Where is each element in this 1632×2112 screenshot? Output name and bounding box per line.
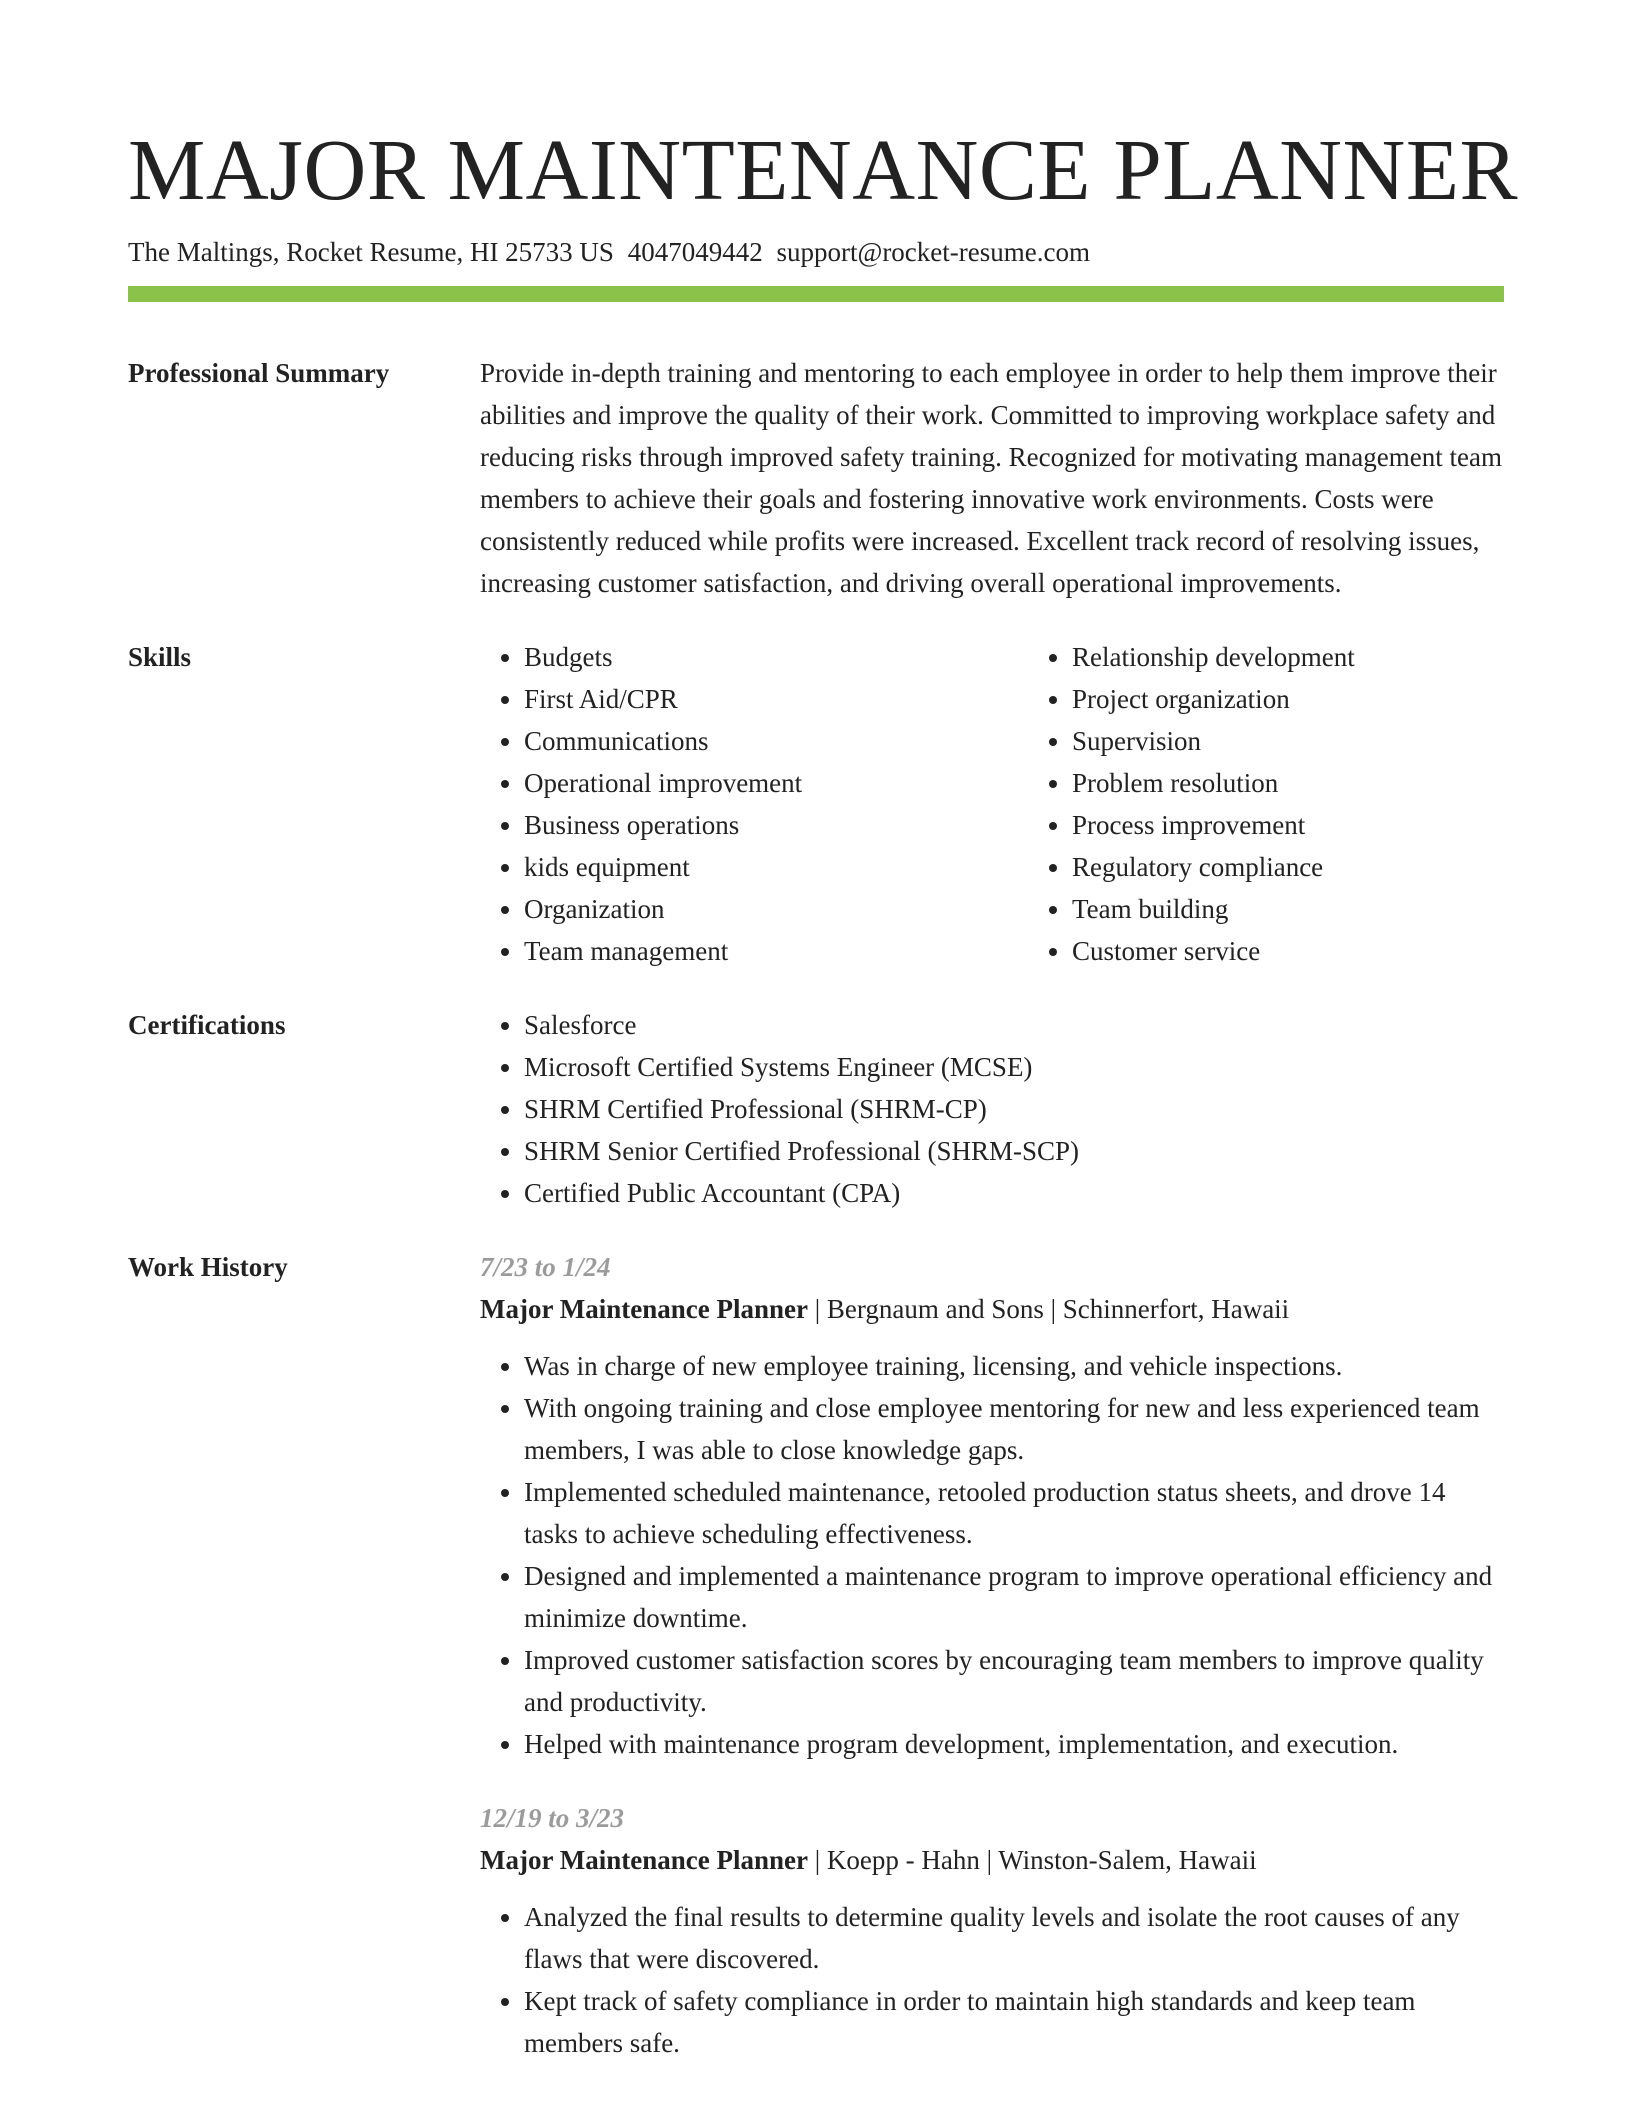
contact-email: support@rocket-resume.com — [776, 237, 1090, 267]
job-company-location: | Bergnaum and Sons | Schinnerfort, Hawaii — [807, 1294, 1290, 1324]
skill-item: • Regulatory compliance — [1072, 846, 1504, 888]
skills-list-right — [1028, 636, 1504, 972]
contact-line — [128, 234, 1504, 270]
skill-item: • Project organization — [1072, 678, 1504, 720]
section-title: Certifications — [128, 1010, 286, 1040]
section-professional-summary — [128, 352, 1504, 604]
job-bullet: • With ongoing training and close employee mentoring for new and less experienced team members, I was able to close knowledge gaps. — [524, 1387, 1504, 1471]
job-dates: 12/19 to 3/23 — [480, 1803, 625, 1833]
section-certifications — [128, 1004, 1504, 1214]
skill-item: • Supervision — [1072, 720, 1504, 762]
contact-phone: 4047049442 — [627, 237, 763, 267]
skill-item: • Relationship development — [1072, 636, 1504, 678]
job-company-location: | Koepp - Hahn | Winston-Salem, Hawaii — [807, 1845, 1257, 1875]
section-work-history — [128, 1246, 1504, 2064]
skill-item: • Organization — [524, 888, 1028, 930]
skill-item: • Customer service — [1072, 930, 1504, 972]
job-title: Major Maintenance Planner — [480, 1294, 808, 1324]
summary-text: Provide in-depth training and mentoring to each employee in order to help them improve their abilities and improve the quality of their work. Committed to improving workplace safety and reducing risks through improved safety training. Recognized for motivating management team members to achieve their goals and fostering innovative work environments. Costs were consistently reduced while profits were increased. Excellent track record of resolving issues, increasing customer satisfaction, and driving overall operational improvements. — [480, 358, 1502, 598]
job-entry — [480, 1797, 1504, 2064]
certification-item: • Salesforce — [524, 1004, 1504, 1046]
skill-item: • Budgets — [524, 636, 1028, 678]
job-bullet: • Analyzed the final results to determine quality levels and isolate the root causes of any flaws that were discovered. — [524, 1896, 1504, 1980]
skill-item: • First Aid/CPR — [524, 678, 1028, 720]
skill-item: • Team management — [524, 930, 1028, 972]
skill-item: • Operational improvement — [524, 762, 1028, 804]
certification-item: • SHRM Certified Professional (SHRM-CP) — [524, 1088, 1504, 1130]
skill-item: • kids equipment — [524, 846, 1028, 888]
job-heading — [480, 1288, 1504, 1330]
skill-item: • Business operations — [524, 804, 1028, 846]
job-entry — [480, 1246, 1504, 1765]
job-bullet: • Was in charge of new employee training, licensing, and vehicle inspections. — [524, 1345, 1504, 1387]
job-bullet: • Improved customer satisfaction scores by encouraging team members to improve quality and productivity. — [524, 1639, 1504, 1723]
section-body — [480, 352, 1504, 604]
certification-item: • SHRM Senior Certified Professional (SHRM-SCP) — [524, 1130, 1504, 1172]
skill-item: • Process improvement — [1072, 804, 1504, 846]
certifications-list — [480, 1004, 1504, 1214]
section-title: Work History — [128, 1252, 288, 1282]
skill-item: • Problem resolution — [1072, 762, 1504, 804]
skills-columns — [480, 636, 1504, 972]
job-heading — [480, 1839, 1504, 1881]
section-title: Professional Summary — [128, 358, 390, 388]
job-dates: 7/23 to 1/24 — [480, 1252, 611, 1282]
section-body — [480, 1246, 1504, 2064]
skill-item: • Team building — [1072, 888, 1504, 930]
certification-item: • Microsoft Certified Systems Engineer (MCSE) — [524, 1046, 1504, 1088]
resume-page — [128, 0, 1519, 2064]
header-accent-rule — [128, 286, 1504, 302]
job-bullets — [480, 1345, 1504, 1765]
section-title: Skills — [128, 642, 192, 672]
candidate-name: MAJOR MAINTENANCE PLANNER — [128, 121, 1519, 218]
section-skills — [128, 636, 1504, 972]
certification-item: • Certified Public Accountant (CPA) — [524, 1172, 1504, 1214]
job-bullet: • Designed and implemented a maintenance program to improve operational efficiency and minimize downtime. — [524, 1555, 1504, 1639]
job-bullet: • Implemented scheduled maintenance, retooled production status sheets, and drove 14 tasks to achieve scheduling effectiveness. — [524, 1471, 1504, 1555]
section-body — [480, 1004, 1504, 1214]
job-bullet: • Kept track of safety compliance in order to maintain high standards and keep team members safe. — [524, 1980, 1504, 2064]
job-title: Major Maintenance Planner — [480, 1845, 808, 1875]
job-bullets — [480, 1896, 1504, 2064]
job-bullet: • Helped with maintenance program development, implementation, and execution. — [524, 1723, 1504, 1765]
contact-address: The Maltings, Rocket Resume, HI 25733 US — [128, 237, 614, 267]
skill-item: • Communications — [524, 720, 1028, 762]
skills-list-left — [480, 636, 1028, 972]
